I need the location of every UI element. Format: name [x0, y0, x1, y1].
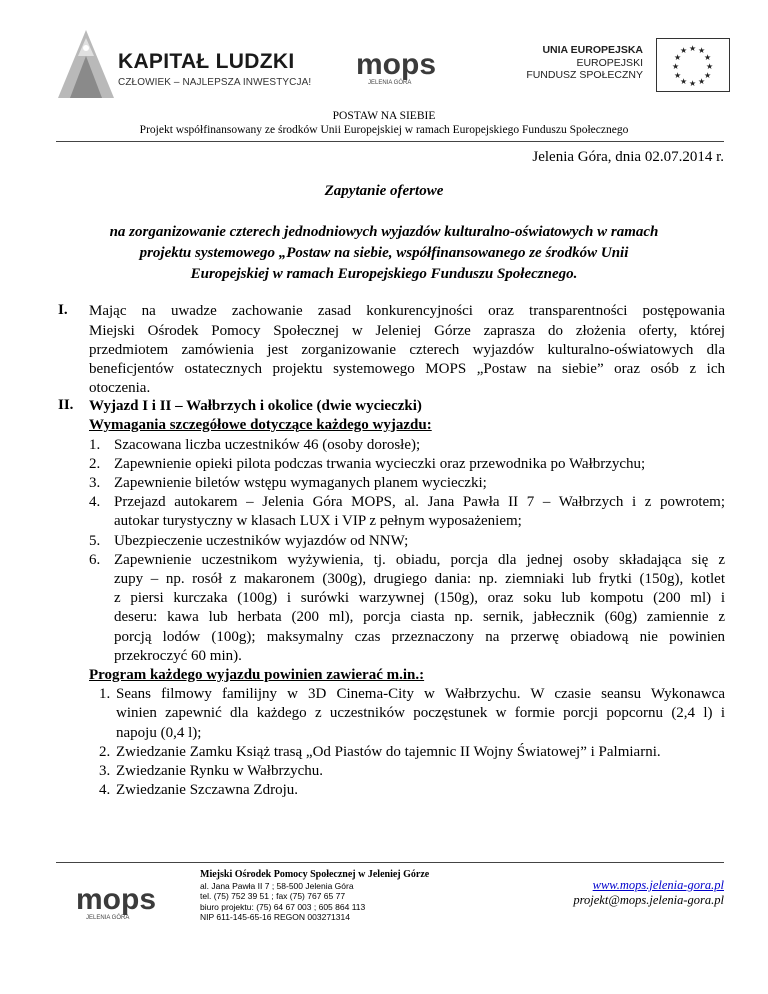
- email-address[interactable]: projekt@mops.jelenia-gora.pl: [573, 893, 724, 907]
- program-heading: Program każdego wyjazdu powinien zawierać m.in.:: [89, 667, 425, 683]
- eu-line3: FUNDUSZ SPOŁECZNY: [526, 69, 643, 81]
- req-item-4b: autokar turystyczny w klasach LUX i VIP z pełnym wyposażeniem;: [114, 513, 522, 529]
- footer-project-office: biuro projektu: (75) 64 67 003 ; 605 864 113: [200, 901, 366, 912]
- website-link[interactable]: www.mops.jelenia-gora.pl: [592, 878, 724, 892]
- req-item-5: Ubezpieczenie uczestników wyjazdów od NNW;: [114, 533, 409, 549]
- footer-phone: tel. (75) 752 39 51 ; fax (75) 767 65 77: [200, 891, 346, 901]
- kapital-ludzki-subtitle: CZŁOWIEK – NAJLEPSZA INWESTYCJA!: [118, 77, 312, 88]
- kapital-ludzki-title: KAPITAŁ LUDZKI: [118, 50, 295, 73]
- svg-text:★: ★: [672, 62, 680, 71]
- prog-item-4: Zwiedzanie Szczawna Zdroju.: [116, 782, 298, 798]
- eu-flag-icon: [656, 38, 730, 92]
- footer-contacts: [573, 878, 724, 908]
- req-num-5: 5.: [89, 533, 101, 549]
- section-2-heading: Wyjazd I i II – Wałbrzych i okolice (dwie wycieczki): [89, 398, 422, 414]
- svg-text:★: ★: [704, 53, 712, 62]
- footer-org-name: Miejski Ośrodek Pomocy Społecznej w Jeleniej Górze: [200, 869, 430, 880]
- footer-nip: NIP 611-145-65-16 REGON 003271314: [200, 912, 350, 922]
- req-item-6d: deseru: kawa lub herbata (200 ml), porcja ciasta np. sernik, jabłecznik (60g) zamiennie z: [114, 609, 725, 625]
- subject-line-3: Europejskiej w ramach Europejskiego Funduszu Społecznego.: [190, 266, 578, 282]
- svg-text:★: ★: [689, 44, 697, 53]
- req-item-6a: Zapewnienie uczestnikom wyżywienia, tj. obiadu, porcja dla jednej osoby składająca się z: [114, 552, 725, 568]
- svg-text:★: ★: [698, 77, 706, 86]
- prog-num-2: 2.: [99, 744, 111, 760]
- req-item-6e: porcją lodów (100g); maksymalny czas przeznaczony na przerwę obiadową nie powinien: [114, 629, 725, 645]
- req-num-4: 4.: [89, 494, 101, 510]
- section-1-numeral: I.: [58, 302, 68, 318]
- req-item-1: Szacowana liczba uczestników 46 (osoby dorosłe);: [114, 437, 421, 453]
- section-1-line-1: Mając na uwadze zachowanie zasad konkurencyjności oraz transparentności postępowania: [89, 303, 725, 319]
- footer-address: al. Jana Pawła II 7 ; 58-500 Jelenia Góra: [200, 880, 354, 891]
- req-num-6: 6.: [89, 552, 101, 568]
- svg-text:★: ★: [704, 71, 712, 80]
- req-item-2: Zapewnienie opieki pilota podczas trwania wycieczki oraz przewodnika po Wałbrzychu;: [114, 456, 646, 472]
- mops-footer-logo-city: JELENIA GÓRA: [86, 915, 130, 921]
- cofinancing-note: Projekt współfinansowany ze środków Unii Europejskiej w ramach Europejskiego Funduszu Społecznego: [139, 124, 629, 136]
- subject-line-2: projektu systemowego „Postaw na siebie, współfinansowanego ze środków Unii: [139, 245, 629, 261]
- section-1-line-5: otoczenia.: [89, 380, 151, 396]
- prog-item-1a: Seans filmowy familijny w 3D Cinema-City w Wałbrzychu. W czasie seansu Wykonawca: [116, 686, 725, 702]
- mops-logo-city: JELENIA GÓRA: [368, 80, 412, 86]
- mops-footer-logo-text: mops: [76, 883, 157, 916]
- req-item-6f: przekroczyć 60 min).: [114, 648, 242, 664]
- mops-header-logo: [356, 50, 436, 86]
- section-1-line-4: beneficjentów ostatecznych projektu systemowego MOPS „Postaw na siebie” oraz osób z ich: [89, 361, 725, 377]
- eu-line1: UNIA EUROPEJSKA: [542, 44, 643, 56]
- prog-num-3: 3.: [99, 763, 111, 779]
- req-num-1: 1.: [89, 437, 101, 453]
- kapital-ludzki-emblem-icon: [56, 28, 116, 100]
- prog-num-1: 1.: [99, 686, 111, 702]
- project-name: POSTAW NA SIEBIE: [332, 110, 436, 122]
- req-num-3: 3.: [89, 475, 101, 491]
- eu-line2: EUROPEJSKI: [576, 56, 643, 69]
- svg-text:★: ★: [698, 46, 706, 55]
- svg-text:★: ★: [674, 53, 682, 62]
- svg-text:★: ★: [680, 77, 688, 86]
- header-divider: [56, 141, 724, 142]
- svg-text:★: ★: [674, 71, 682, 80]
- section-2-numeral: II.: [58, 397, 74, 413]
- req-item-6b: zupy – np. rosół z makaronem (300g), drugiego dania: np. ziemniaki lub frytki (150g), kotlet: [114, 571, 725, 587]
- requirements-heading: Wymagania szczegółowe dotyczące każdego wyjazdu:: [89, 417, 432, 433]
- document-subject: [60, 222, 708, 285]
- svg-text:★: ★: [689, 79, 697, 88]
- svg-text:★: ★: [680, 46, 688, 55]
- kapital-ludzki-logo: [56, 28, 312, 98]
- footer-divider: [56, 862, 724, 863]
- subject-line-1: na zorganizowanie czterech jednodniowych wyjazdów kulturalno-oświatowych w ramach: [109, 224, 659, 240]
- section-1-line-3: przedmiotem zamówienia jest zorganizowanie czterech wyjazdów kulturalno-oświatowych dla: [89, 342, 725, 358]
- document-title: Zapytanie ofertowe: [324, 183, 444, 199]
- prog-item-1b: winien zapewnić dla każdego z uczestników poczęstunek w formie porcji popcornu (2,4 l) i: [116, 705, 725, 721]
- req-item-6c: z piersi kurczaka (100g) i surówki warzywnej (150g), oraz soku lub kompotu (200 ml) i: [114, 590, 725, 606]
- req-num-2: 2.: [89, 456, 101, 472]
- mops-logo-text: mops: [356, 48, 437, 81]
- prog-item-3: Zwiedzanie Rynku w Wałbrzychu.: [116, 763, 324, 779]
- footer-address-block: [200, 870, 429, 923]
- req-item-3: Zapewnienie biletów wstępu wymaganych planem wycieczki;: [114, 475, 487, 491]
- prog-num-4: 4.: [99, 782, 111, 798]
- prog-item-1c: napoju (0,4 l);: [116, 725, 202, 741]
- svg-text:★: ★: [706, 62, 714, 71]
- req-item-4a: Przejazd autokarem – Jelenia Góra MOPS, al. Jana Pawła II 7 – Wałbrzych i z powrotem;: [114, 494, 725, 510]
- prog-item-2: Zwiedzanie Zamku Książ trasą „Od Piastów do tajemnic II Wojny Światowej” i Palmiarni.: [116, 744, 661, 760]
- document-date: Jelenia Góra, dnia 02.07.2014 r.: [532, 149, 724, 165]
- mops-footer-logo: [76, 885, 156, 921]
- section-1-line-2: Miejski Ośrodek Pomocy Społecznej w Jeleniej Górze zaprasza do złożenia oferty, której: [89, 323, 725, 339]
- eu-text-block: [526, 44, 643, 82]
